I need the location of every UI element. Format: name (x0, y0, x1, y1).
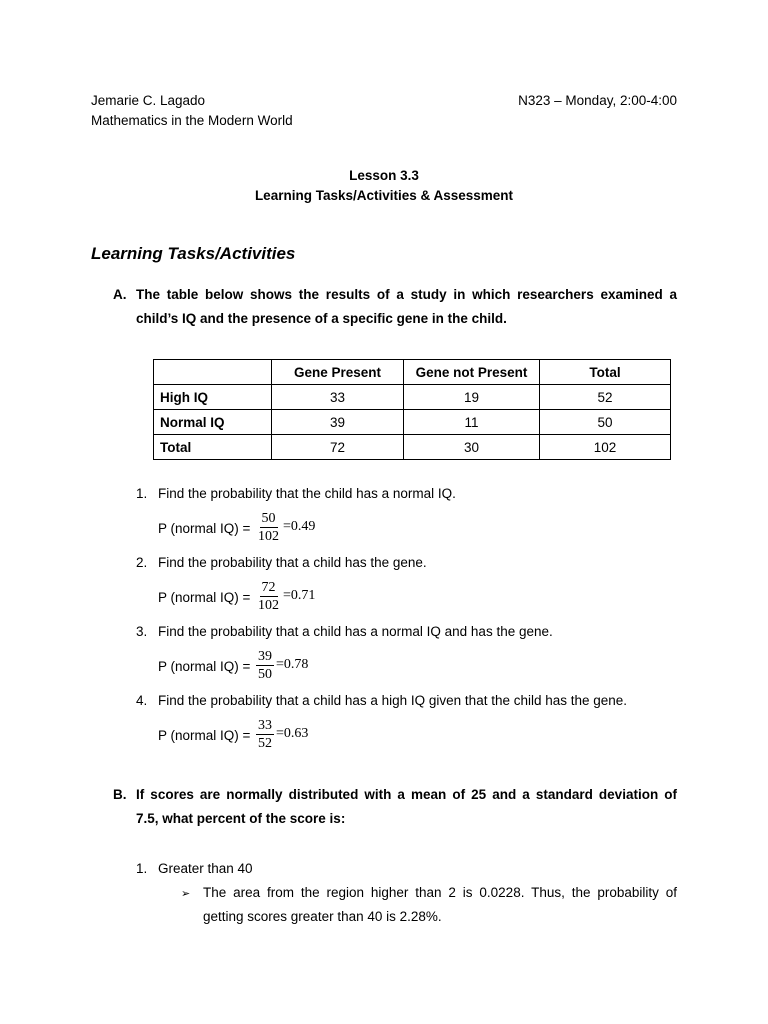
table-cell: 19 (404, 385, 540, 410)
fraction-denominator: 52 (258, 736, 272, 751)
arrow-bullet-icon: ➢ (181, 888, 191, 900)
answer-fraction (256, 648, 274, 683)
fraction-denominator: 102 (258, 529, 279, 544)
answer-result: =0.78 (276, 657, 309, 672)
answer-prefix: P (normal IQ) = (158, 659, 251, 674)
question-number: 1. (136, 486, 148, 501)
table-cell: 33 (272, 385, 404, 410)
table-cell: 30 (404, 435, 540, 460)
class-schedule: N323 – Monday, 2:00-4:00 (518, 93, 677, 108)
question-number: 2. (136, 555, 148, 570)
table-row (154, 410, 671, 435)
part-b-label: B. (113, 787, 127, 802)
table-cell: 50 (540, 410, 671, 435)
course-name: Mathematics in the Modern World (91, 113, 293, 128)
part-a-text-line2: child’s IQ and the presence of a specific gene in the child. (136, 311, 507, 326)
question-text: Find the probability that a child has the gene. (158, 555, 427, 570)
section-heading: Learning Tasks/Activities (91, 244, 296, 263)
table-cell: 39 (272, 410, 404, 435)
table-header-cell: Gene Present (272, 360, 404, 385)
lesson-number: Lesson 3.3 (349, 168, 419, 183)
fraction-numerator: 72 (261, 580, 276, 595)
part-a-label: A. (113, 287, 127, 302)
part-b-text-line1: If scores are normally distributed with a mean of 25 and a standard deviation of (136, 787, 677, 802)
fraction-denominator: 102 (258, 598, 279, 613)
answer-prefix: P (normal IQ) = (158, 728, 251, 743)
item-text: Greater than 40 (158, 861, 253, 876)
student-name: Jemarie C. Lagado (91, 93, 206, 108)
answer-result: =0.63 (276, 726, 309, 741)
answer-fraction (256, 510, 281, 545)
question-text: Find the probability that the child has a normal IQ. (158, 486, 456, 501)
table-row (154, 435, 671, 460)
answer-fraction (256, 717, 274, 752)
lesson-subtitle: Learning Tasks/Activities & Assessment (254, 188, 514, 203)
answer-result: =0.49 (283, 519, 316, 534)
fraction-denominator: 50 (258, 667, 272, 682)
fraction-numerator: 33 (258, 718, 272, 733)
answer-prefix: P (normal IQ) = (158, 590, 251, 605)
fraction-numerator: 50 (261, 511, 276, 526)
answer-prefix: P (normal IQ) = (158, 521, 251, 536)
table-cell: 52 (540, 385, 671, 410)
row-label: Normal IQ (154, 410, 272, 435)
table-cell: 102 (540, 435, 671, 460)
part-b-text-line2: 7.5, what percent of the score is: (136, 811, 346, 826)
bullet-text-line1: The area from the region higher than 2 is 0.0228. Thus, the probability of (203, 885, 677, 900)
table-row (154, 385, 671, 410)
part-a-text-line1: The table below shows the results of a study in which researchers examined a (136, 287, 677, 302)
row-label: High IQ (154, 385, 272, 410)
question-number: 3. (136, 624, 148, 639)
gene-iq-table (153, 359, 671, 460)
table-header-cell: Total (540, 360, 671, 385)
question-text: Find the probability that a child has a normal IQ and has the gene. (158, 624, 553, 639)
table-cell: 11 (404, 410, 540, 435)
question-number: 4. (136, 693, 148, 708)
fraction-numerator: 39 (258, 649, 272, 664)
answer-result: =0.71 (283, 588, 316, 603)
question-text: Find the probability that a child has a high IQ given that the child has the gene. (158, 693, 628, 708)
table-header-row (154, 360, 671, 385)
table-cell: 72 (272, 435, 404, 460)
row-label: Total (154, 435, 272, 460)
table-header-cell (154, 360, 272, 385)
item-number: 1. (136, 861, 148, 876)
answer-fraction (256, 579, 281, 614)
bullet-text-line2: getting scores greater than 40 is 2.28%. (203, 909, 442, 924)
table-header-cell: Gene not Present (404, 360, 540, 385)
